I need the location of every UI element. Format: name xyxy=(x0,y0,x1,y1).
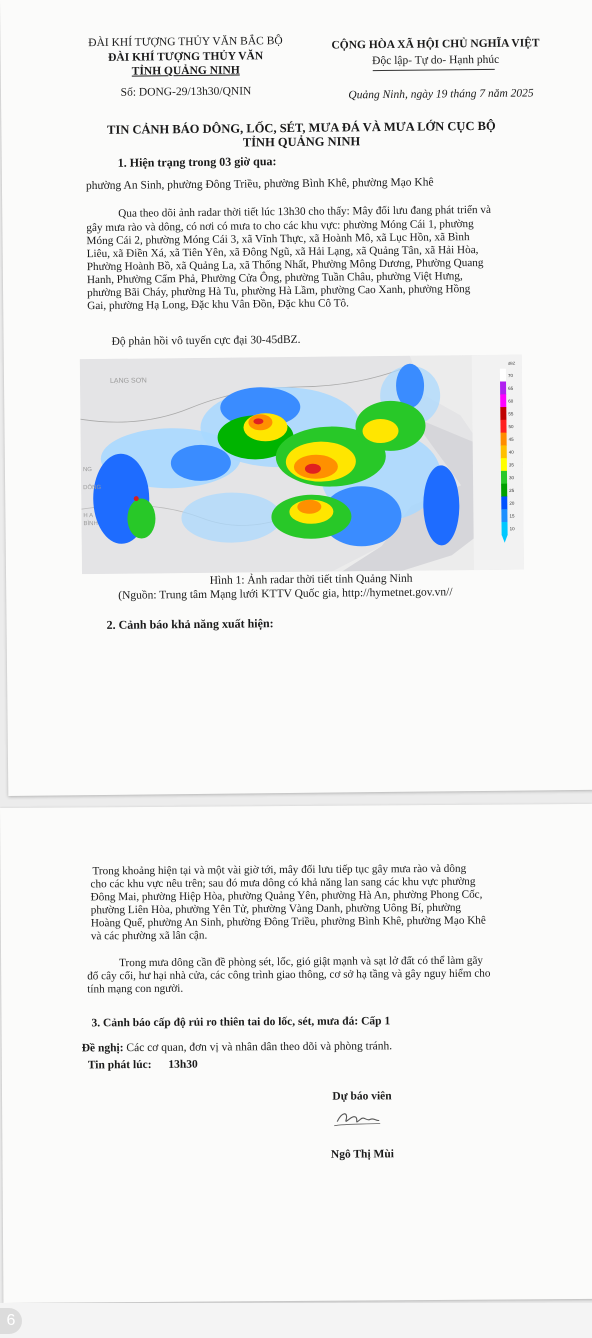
scale-tick-label: 30 xyxy=(509,475,515,481)
place-label-lang-son: LẠNG SƠN xyxy=(109,377,147,385)
scale-tick-label: 45 xyxy=(508,436,514,442)
scale-tick-label: 20 xyxy=(509,500,515,506)
scale-segment xyxy=(500,394,506,407)
issue-time: Tin phát lúc: 13h30 xyxy=(87,1058,198,1072)
scale-segment xyxy=(501,458,507,471)
org-line-1: ĐÀI KHÍ TƯỢNG THỦY VĂN BẮC BỘ xyxy=(88,35,283,50)
document-title-province: TỈNH QUẢNG NINH xyxy=(242,134,361,150)
handwritten-signature xyxy=(332,1107,382,1131)
scale-tick-label: 50 xyxy=(508,424,514,430)
national-motto: Độc lập- Tự do- Hạnh phúc xyxy=(372,53,500,68)
max-reflectivity: Độ phản hồi vô tuyến cực đại 30-45dBZ. xyxy=(111,333,301,348)
org-line-2: ĐÀI KHÍ TƯỢNG THỦY VĂN xyxy=(108,50,264,64)
nation-name: CỘNG HÒA XÃ HỘI CHỦ NGHĨA VIỆT xyxy=(331,37,540,52)
scale-segment xyxy=(501,509,507,522)
scale-title: dBZ xyxy=(507,360,516,366)
radar-map xyxy=(80,355,524,575)
section-1-areas: phường An Sinh, phường Đông Triều, phường Bình Khê, phường Mạo Khê xyxy=(85,176,434,193)
document-page-1: ĐÀI KHÍ TƯỢNG THỦY VĂN BẮC BỘ ĐÀI KHÍ TƯỢNG THỦY VĂN TỈNH QUẢNG NINH Số: DONG-29/13h30/QNIN CỘNG HÒA XÃ HỘI CHỦ NGHĨA VIỆT Độc lập- Tự do- Hạnh phúc Quảng Ninh, ngày 19 tháng 7 năm 2025 TIN CẢNH BÁO DÔNG, LỐC, SÉT, MƯA ĐÁ VÀ MƯA LỚN CỤC BỘ TỈNH QUẢNG NINH 1. Hiện trạng trong 03 giờ qua: phường An Sinh, phường Đông Triều, phường Bình Khê, phường Mạo Khê Qua theo dõi ảnh radar thời tiết lúc 13h30 cho thấy: Mây đối lưu đang phát triển và gây mưa rào và dông, có nơi có mưa to cho các khu vực: phường Móng Cái 1, phường Móng Cái 2, phường Móng Cái 3, xã Vĩnh Thực, xã Hoành Mô, xã Lục Hồn, xã Bình Liêu, xã Điền Xá, xã Tiên Yên, xã Đông Ngũ, xã Hải Lạng, xã Quảng Tân, xã Hải Hòa, Phường Hoành Bồ, xã Quảng La, xã Thống Nhất, Phường Mông Dương, Phường Quang Hanh, Phường Cẩm Phả, Phường Cửa Ông, phường Tuần Châu, phường Việt Hưng, phường Bãi Cháy, phường Hà Tu, phường Hà Lầm, phường Cao Xanh, phường Hồng Gai, phường Hạ Long, Đặc khu Vân Đồn, Đặc khu Cô Tô. Độ phản hồi vô tuyến cực đại 30-45dBZ. LẠNG SƠN NG DÔNG H A BÌNH 70 65 60 55 50 45 40 35 30 25 20 15 10 dBZ Hình 1: Ảnh radar thời tiết tỉnh Quảng Ninh (Nguồn: Trung tâm Mạng lưới KTTV Quốc gia, http://hymetnet.gov.vn// 2. Cảnh báo khả năng xuất hiện: xyxy=(0,0,592,796)
scale-segment xyxy=(501,484,507,497)
section-1-heading: 1. Hiện trạng trong 03 giờ qua: xyxy=(117,154,277,170)
scale-segment xyxy=(501,445,507,458)
figure-caption: Hình 1: Ảnh radar thời tiết tỉnh Quảng Ninh xyxy=(209,572,413,587)
scale-segment xyxy=(501,433,507,446)
section-3-heading: 3. Cảnh báo cấp độ rủi ro thiên tai do lốc, sét, mưa đá: Cấp 1 xyxy=(91,1015,391,1030)
page-indicator-badge[interactable]: 6 xyxy=(0,1308,22,1334)
place-label-binh: BÌNH xyxy=(83,521,98,528)
place-label-ha: H A xyxy=(83,513,94,520)
scale-tick-label: 15 xyxy=(509,513,515,519)
document-date: Quảng Ninh, ngày 19 tháng 7 năm 2025 xyxy=(348,87,534,102)
forecaster-name: Ngô Thị Mùi xyxy=(330,1148,395,1161)
place-label-ng: NG xyxy=(82,467,92,474)
recommendation: Đề nghị: Các cơ quan, đơn vị và nhân dân theo dõi và phòng tránh. xyxy=(81,1040,393,1055)
viewer-bottom-bar xyxy=(0,1303,592,1338)
scale-tick-label: 65 xyxy=(508,385,514,391)
scale-segment xyxy=(500,381,506,394)
scale-segment xyxy=(500,369,506,382)
scale-tick-label: 35 xyxy=(508,462,514,468)
radar-image xyxy=(80,355,524,575)
document-title: TIN CẢNH BÁO DÔNG, LỐC, SÉT, MƯA ĐÁ VÀ MƯA LỚN CỤC BỘ xyxy=(107,118,496,137)
place-label-dong: DÔNG xyxy=(83,484,102,492)
scale-segment xyxy=(501,496,507,509)
scale-tick-label: 10 xyxy=(509,526,515,532)
signature-role: Dự báo viên xyxy=(332,1090,392,1103)
scale-segment xyxy=(500,407,506,420)
scale-tick-label: 25 xyxy=(509,487,515,494)
figure-source: (Nguồn: Trung tâm Mạng lưới KTTV Quốc gia, http://hymetnet.gov.vn// xyxy=(118,586,453,602)
scale-segment xyxy=(500,420,506,433)
scale-tick-label: 40 xyxy=(508,449,514,455)
section-2-heading: 2. Cảnh báo khả năng xuất hiện: xyxy=(106,616,274,632)
motto-underline xyxy=(373,69,495,71)
scale-tick-label: 60 xyxy=(508,398,514,404)
org-line-3: TỈNH QUẢNG NINH xyxy=(131,64,240,78)
forecast-paragraph: Trong khoảng hiện tại và một vài giờ tới, mây đối lưu tiếp tục gây mưa rào và dông cho các khu vực nêu trên; sau đó mưa dông có khả năng lan sang các khu vực phường Đông Mai, phường Hiệp Hòa, phường Quảng Yên, phường Hà An, phường Phong Cốc, phường Liên Hòa, phường Yên Tử, phường Vàng Danh, phường Uông Bí, phường Hoàng Quế, phường An Sinh, phường Đông Triều, phường Bình Khê, phường Mạo Khê và các phường xã lân cận. xyxy=(90,862,486,943)
document-page-2 xyxy=(0,804,592,1303)
scale-tick-label: 55 xyxy=(508,411,514,417)
safety-warning-paragraph: Trong mưa dông cần đề phòng sét, lốc, gió giật mạnh và sạt lở đất có thể làm gãy đổ cây cối, hư hại nhà cửa, các công trình giao thông, cơ sở hạ tầng và gây nguy hiểm cho tính mạng con người. xyxy=(87,954,491,996)
scale-tick-label: 70 xyxy=(507,373,514,379)
scale-segment xyxy=(501,471,507,484)
document-number: Số: DONG-29/13h30/QNIN xyxy=(120,85,252,99)
scale-segment xyxy=(501,522,507,535)
